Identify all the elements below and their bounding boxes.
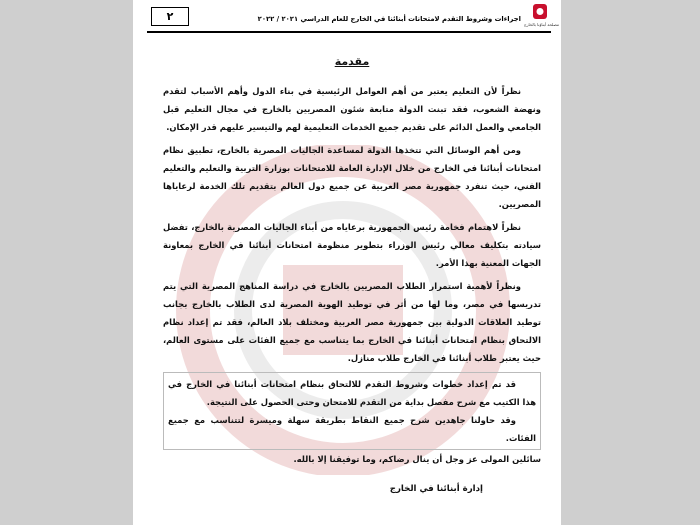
page-title: مقدمة [334, 55, 370, 68]
document-page [133, 0, 561, 525]
paragraph-explain: وقد حاولنا جاهدين شرح جميع النقاط بطريقة سهلة وميسرة لتتناسب مع جميع الفئات. [168, 415, 536, 443]
boxed-note [163, 372, 541, 450]
page-header [133, 0, 561, 30]
logo-caption: مصلحة أبناؤنا بالخارج [524, 22, 559, 27]
signature: إدارة أبنائنا في الخارج [389, 484, 483, 494]
header-title: اجراءات وشروط التقدم لامتحانات أبنائنا في الخارج للعام الدراسي ٢٠٢١ / ٢٠٢٢ [257, 15, 521, 23]
paragraph-importance: ونظراً لأهمية استمرار الطلاب المصريين بالخارج في دراسة المناهج المصرية التي يتم تدريسها في مصر، وما لها من أثر في توطيد الهوية المصرية لدى الطلاب بالخارج بجانب توطيد العلاقات الدولية بين جمهورية مصر العربية ومختلف بلاد العالم، فقد تم إعداد نظام الالتحاق بنظام امتحانات أبنائنا في الخارج بما يتناسب مع جميع الفئات على مستوى العالم، حيث يعتبر طلاب أبنائنا في الخارج طلاب منازل. [163, 281, 541, 363]
document-body [163, 55, 541, 494]
paragraph-steps: قد تم إعداد خطوات وشروط التقدم للالتحاق بنظام امتحانات أبنائنا في الخارج في هذا الكتيب مع شرح مفصل بداية من التقدم للامتحان وحتى الحصول على النتيجة. [168, 379, 536, 407]
paragraph-means: ومن أهم الوسائل التي تتخذها الدولة لمساعدة الجاليات المصرية بالخارج، تطبيق نظام امتحانات أبنائنا في الخارج من خلال الإدارة العامة للامتحانات بوزارة التربية والتعليم والتعليم الفني، حيث تنفرد جمهورية مصر العربية عن جميع دول العالم بتقديم تلك الخدمة لرعاياها المصريين. [163, 145, 541, 209]
ministry-logo-icon [524, 2, 559, 30]
paragraph-president: نظراً لاهتمام فخامة رئيس الجمهورية برعاياه من أبناء الجاليات المصرية بالخارج، تفضل سيادته بتكليف معالي رئيس الوزراء بتطوير منظومة امتحانات أبنائنا في الخارج بمعاونة الجهات المعنية بهذا الأمر. [163, 222, 541, 268]
header-divider [147, 31, 551, 33]
paragraph-intro: نظراً لأن التعليم يعتبر من أهم العوامل الرئيسية في بناء الدول وأهم الأسباب لتقدم ونهضة الشعوب، فقد تبنت الدولة متابعة شئون المصريين بالخارج في مجال التعليم قبل الجامعي والعمل الدائم على تقديم جميع الخدمات التعليمية لهم والتيسير عليهم قدر الإمكان. [163, 86, 541, 132]
closing-line: سائلين المولى عز وجل أن ينال رضاكم، وما توفيقنا إلا بالله. [293, 454, 541, 464]
page-number: ٢ [151, 7, 189, 26]
